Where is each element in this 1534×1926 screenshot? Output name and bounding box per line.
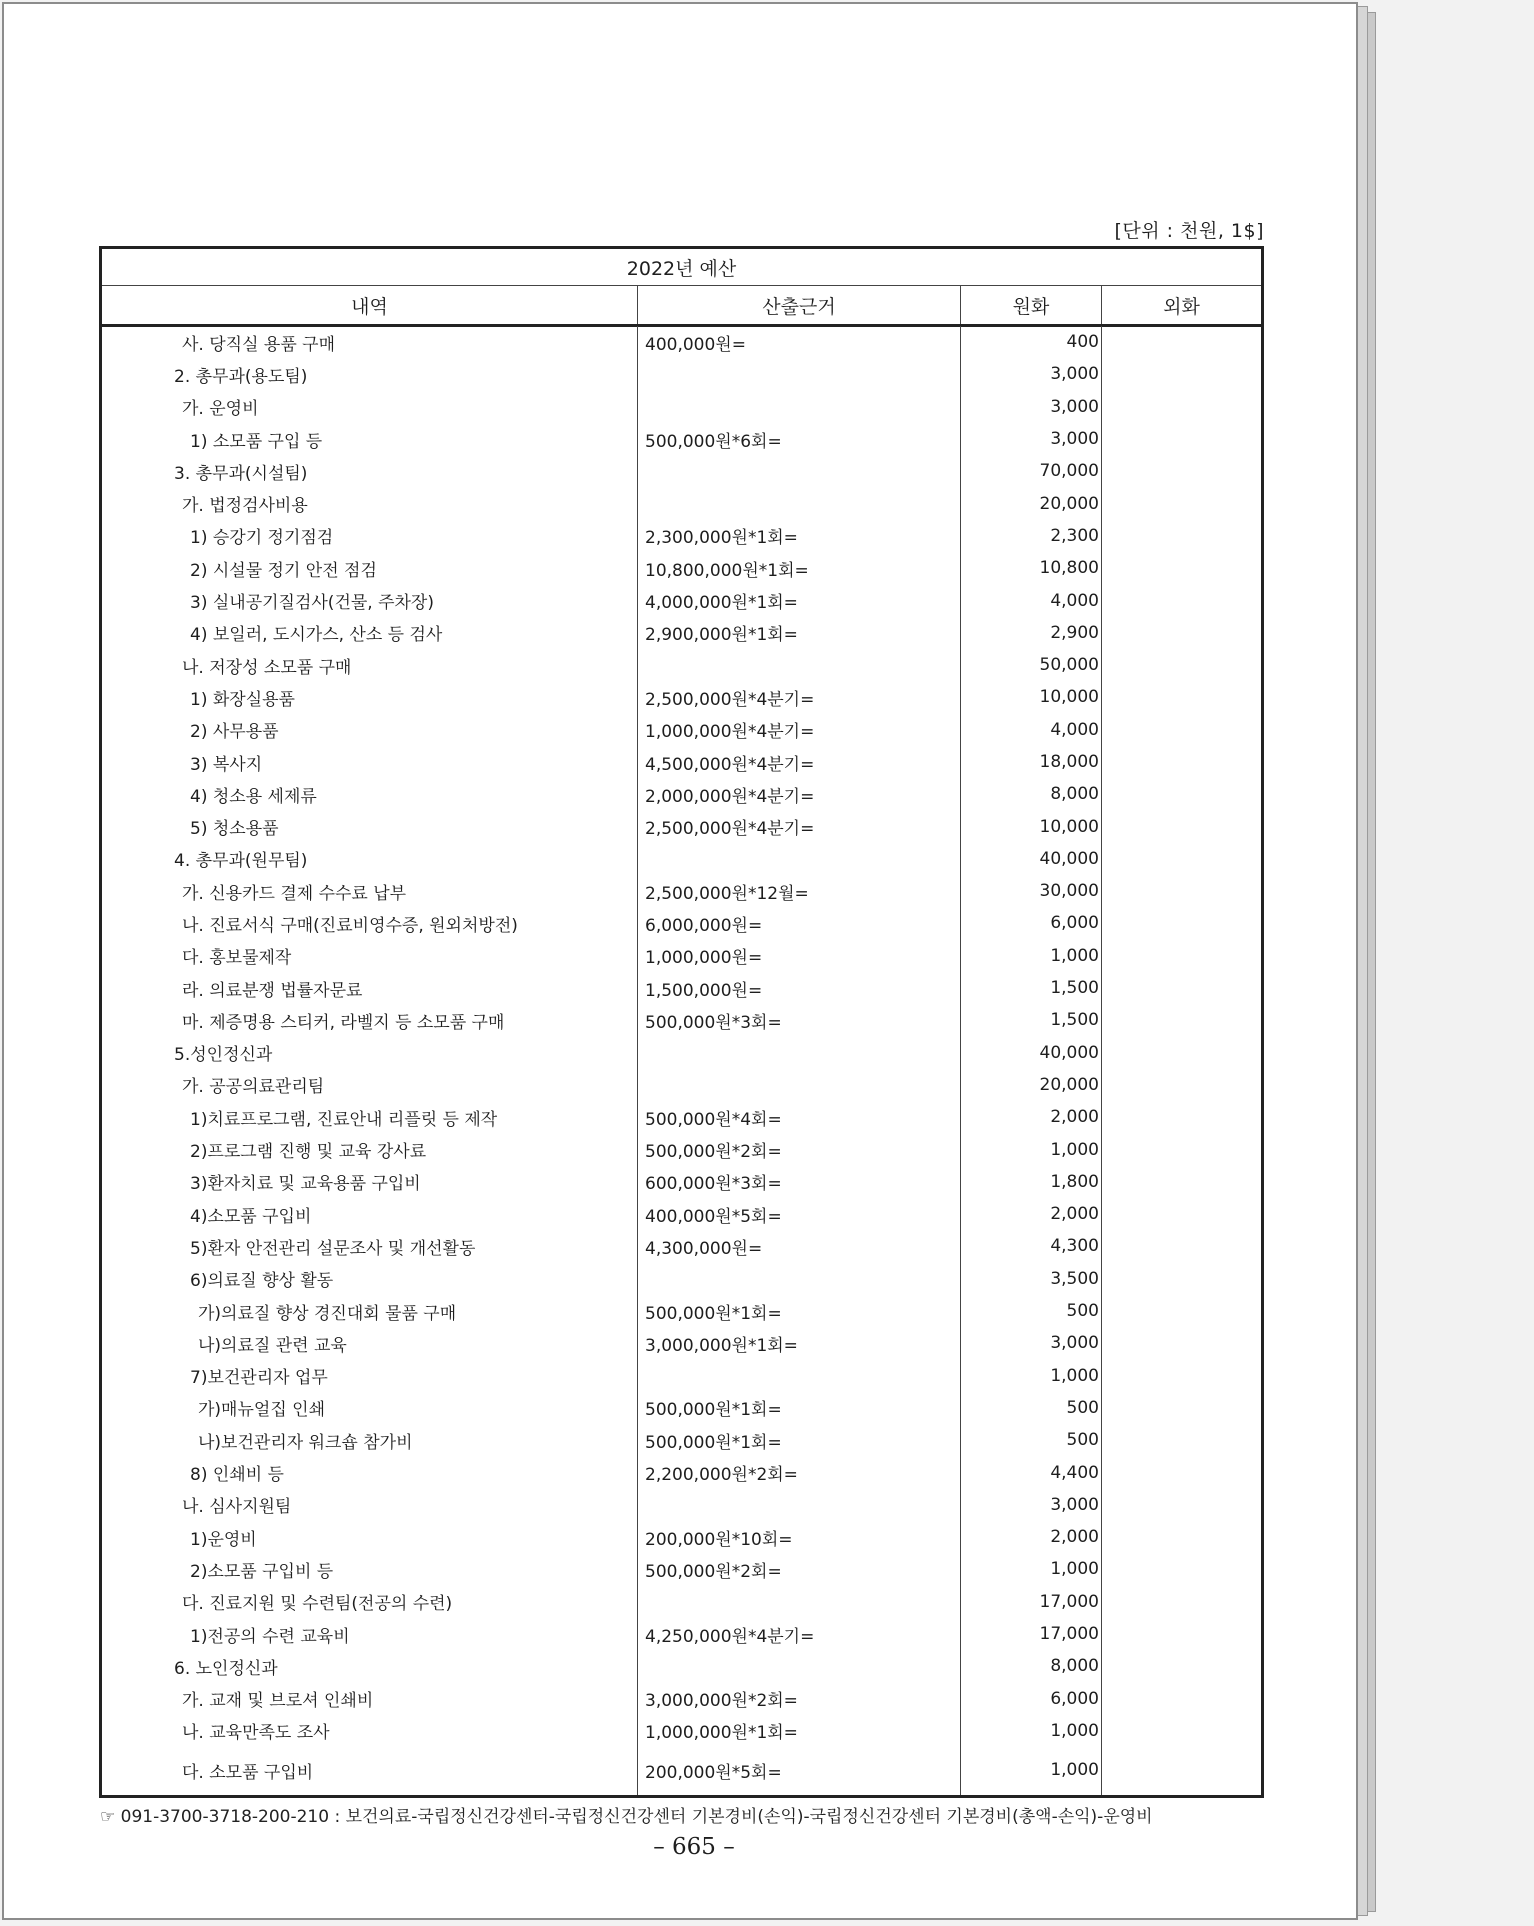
table-caption: 2022년 예산 — [102, 249, 1261, 286]
table-row-basis: 400,000원= — [645, 334, 746, 355]
table-row-item — [102, 1360, 637, 1392]
table-row-basis — [638, 1069, 960, 1101]
table-row-item — [102, 810, 637, 842]
item-label: 사. 당직실 용품 구매 — [182, 334, 335, 355]
item-label: 1)치료프로그램, 진료안내 리플릿 등 제작 — [190, 1109, 498, 1130]
table-row-item — [102, 1198, 637, 1230]
table-row-item — [102, 1101, 637, 1133]
table-row-item — [102, 552, 637, 584]
table-row-foreign — [1102, 843, 1261, 875]
table-row-foreign — [1102, 1392, 1261, 1424]
item-label: 3) 복사지 — [190, 754, 263, 775]
item-label: 4) 청소용 세제류 — [190, 786, 317, 807]
basis-column — [638, 326, 961, 1795]
item-label: 1)전공의 수련 교육비 — [190, 1626, 350, 1647]
table-row-foreign — [1102, 1327, 1261, 1359]
item-label: 2. 총무과(용도팀) — [174, 366, 308, 387]
item-label: 라. 의료분쟁 법률자문료 — [182, 980, 363, 1001]
table-row-krw: 1,800 — [1050, 1171, 1099, 1192]
table-row-item — [102, 1295, 637, 1327]
table-row-foreign — [1102, 1521, 1261, 1553]
table-row-basis: 3,000,000원*2회= — [645, 1691, 798, 1712]
table-row-basis: 1,000,000원*1회= — [645, 1723, 798, 1744]
table-row-krw: 3,000 — [1050, 429, 1099, 450]
item-column — [102, 326, 638, 1795]
table-row-foreign — [1102, 714, 1261, 746]
table-row-basis: 2,500,000원*4분기= — [645, 689, 815, 710]
table-row-foreign — [1102, 1198, 1261, 1230]
item-label: 마. 제증명용 스티커, 라벨지 등 소모품 구매 — [182, 1012, 505, 1033]
table-row-foreign — [1102, 972, 1261, 1004]
table-row-item — [102, 455, 637, 487]
table-row-item — [102, 746, 637, 778]
table-row-krw: 1,000 — [1050, 1365, 1099, 1386]
item-label: 5) 청소용품 — [190, 819, 279, 840]
table-row-krw: 1,500 — [1050, 1010, 1099, 1031]
table-row-foreign — [1102, 1101, 1261, 1133]
table-row-basis — [638, 1489, 960, 1521]
table-row-foreign — [1102, 1263, 1261, 1295]
table-row-basis: 500,000원*6회= — [645, 431, 782, 452]
table-row-foreign — [1102, 1069, 1261, 1101]
table-row-foreign — [1102, 649, 1261, 681]
table-row-basis: 4,500,000원*4분기= — [645, 754, 815, 775]
table-row-foreign — [1102, 1747, 1261, 1793]
table-row-krw: 30,000 — [1039, 881, 1099, 902]
table-row-foreign — [1102, 940, 1261, 972]
table-row-item — [102, 1618, 637, 1650]
table-row-basis: 2,500,000원*12월= — [645, 883, 809, 904]
table-row-foreign — [1102, 584, 1261, 616]
table-row-foreign — [1102, 1133, 1261, 1165]
table-row-basis: 500,000원*2회= — [645, 1561, 782, 1582]
table-row-item — [102, 1586, 637, 1618]
item-label: 4)소모품 구입비 — [190, 1206, 312, 1227]
document-page — [2, 2, 1358, 1920]
table-row-basis: 2,500,000원*4분기= — [645, 819, 815, 840]
table-row-krw: 1,000 — [1050, 1720, 1099, 1741]
table-row-item — [102, 1166, 637, 1198]
table-row-krw: 8,000 — [1050, 1656, 1099, 1677]
table-row-item — [102, 1133, 637, 1165]
table-row-item — [102, 907, 637, 939]
table-row-krw: 3,000 — [1050, 1333, 1099, 1354]
table-row-item — [102, 1747, 637, 1793]
table-row-basis: 1,000,000원*4분기= — [645, 722, 815, 743]
table-row-item — [102, 520, 637, 552]
table-row-krw: 17,000 — [1039, 1591, 1099, 1612]
table-row-basis — [638, 391, 960, 423]
item-label: 5.성인정신과 — [174, 1045, 273, 1066]
table-row-item — [102, 391, 637, 423]
table-row-foreign — [1102, 875, 1261, 907]
table-row-foreign — [1102, 1424, 1261, 1456]
table-row-item — [102, 1263, 637, 1295]
table-row-basis: 3,000,000원*1회= — [645, 1335, 798, 1356]
table-row-foreign — [1102, 617, 1261, 649]
item-label: 6)의료질 향상 활동 — [190, 1271, 334, 1292]
item-label: 3) 실내공기질검사(건물, 주차장) — [190, 593, 434, 614]
item-label: 가. 운영비 — [182, 399, 259, 420]
item-label: 3)환자치료 및 교육용품 구입비 — [190, 1174, 421, 1195]
table-row-foreign — [1102, 358, 1261, 390]
item-label: 6. 노인정신과 — [174, 1658, 278, 1679]
table-row-krw: 10,000 — [1039, 687, 1099, 708]
table-row-item — [102, 1037, 637, 1069]
table-row-krw: 20,000 — [1039, 493, 1099, 514]
table-row-basis: 500,000원*2회= — [645, 1142, 782, 1163]
table-row-item — [102, 875, 637, 907]
table-row-krw: 500 — [1066, 1430, 1099, 1451]
foreign-column — [1102, 326, 1261, 1795]
item-label: 가. 공공의료관리팀 — [182, 1077, 325, 1098]
table-row-item — [102, 1392, 637, 1424]
table-row-foreign — [1102, 1166, 1261, 1198]
item-label: 4. 총무과(원무팀) — [174, 851, 308, 872]
table-row-krw: 70,000 — [1039, 461, 1099, 482]
table-row-foreign — [1102, 1037, 1261, 1069]
header-item: 내역 — [102, 286, 638, 324]
table-row-krw: 6,000 — [1050, 1688, 1099, 1709]
table-row-item — [102, 617, 637, 649]
table-row-item — [102, 1521, 637, 1553]
table-row-basis: 200,000원*10회= — [645, 1529, 793, 1550]
table-row-foreign — [1102, 1682, 1261, 1714]
table-row-krw: 500 — [1066, 1397, 1099, 1418]
table-row-basis: 2,200,000원*2회= — [645, 1465, 798, 1486]
table-row-foreign — [1102, 1586, 1261, 1618]
table-row-item — [102, 972, 637, 1004]
table-row-foreign — [1102, 1230, 1261, 1262]
table-row-basis: 500,000원*3회= — [645, 1012, 782, 1033]
table-row-item — [102, 681, 637, 713]
table-row-krw: 2,000 — [1050, 1527, 1099, 1548]
item-label: 나. 저장성 소모품 구매 — [182, 657, 352, 678]
table-row-item — [102, 649, 637, 681]
table-row-item — [102, 1489, 637, 1521]
item-label: 다. 홍보물제작 — [182, 948, 292, 969]
table-row-krw: 1,500 — [1050, 978, 1099, 999]
header-krw: 원화 — [961, 286, 1102, 324]
table-row-foreign — [1102, 1715, 1261, 1747]
item-label: 나. 교육만족도 조사 — [182, 1723, 330, 1744]
table-row-krw: 4,400 — [1050, 1462, 1099, 1483]
table-row-foreign — [1102, 1618, 1261, 1650]
table-row-krw: 17,000 — [1039, 1624, 1099, 1645]
table-row-basis: 2,000,000원*4분기= — [645, 786, 815, 807]
table-row-krw: 10,000 — [1039, 816, 1099, 837]
table-row-basis: 10,800,000원*1회= — [645, 560, 809, 581]
table-row-krw: 8,000 — [1050, 784, 1099, 805]
table-row-krw: 20,000 — [1039, 1074, 1099, 1095]
table-row-basis — [638, 358, 960, 390]
table-row-item — [102, 1069, 637, 1101]
table-row-basis — [638, 843, 960, 875]
table-row-krw: 1,000 — [1050, 945, 1099, 966]
table-row-basis — [638, 1650, 960, 1682]
table-row-item — [102, 940, 637, 972]
item-label: 다. 진료지원 및 수련팀(전공의 수련) — [182, 1594, 453, 1615]
table-row-foreign — [1102, 810, 1261, 842]
table-row-item — [102, 714, 637, 746]
table-row-krw: 2,900 — [1050, 622, 1099, 643]
table-row-item — [102, 358, 637, 390]
table-header — [102, 286, 1261, 327]
table-row-krw: 18,000 — [1039, 752, 1099, 772]
table-row-krw: 50,000 — [1039, 655, 1099, 676]
table-row-foreign — [1102, 391, 1261, 423]
table-row-krw: 40,000 — [1039, 848, 1099, 869]
table-row-basis: 4,000,000원*1회= — [645, 593, 798, 614]
header-foreign: 외화 — [1163, 295, 1200, 318]
item-label: 2)프로그램 진행 및 교육 강사료 — [190, 1142, 427, 1163]
table-row-basis: 500,000원*4회= — [645, 1109, 782, 1130]
table-row-item — [102, 1553, 637, 1585]
table-row-basis: 500,000원*1회= — [645, 1303, 782, 1324]
table-row-foreign — [1102, 1553, 1261, 1585]
table-row-foreign — [1102, 487, 1261, 519]
table-row-krw: 6,000 — [1050, 913, 1099, 934]
item-label: 3. 총무과(시설팀) — [174, 463, 308, 484]
table-row-foreign — [1102, 907, 1261, 939]
table-row-item — [102, 1004, 637, 1036]
item-label: 1) 화장실용품 — [190, 689, 295, 710]
table-row-krw: 4,300 — [1050, 1236, 1099, 1257]
table-row-foreign — [1102, 520, 1261, 552]
table-row-basis — [638, 649, 960, 681]
table-row-basis: 1,000,000원= — [645, 948, 763, 969]
table-row-foreign — [1102, 455, 1261, 487]
table-row-krw: 3,000 — [1050, 364, 1099, 385]
table-row-foreign — [1102, 423, 1261, 455]
table-row-foreign — [1102, 552, 1261, 584]
account-code-footnote: ☞ 091-3700-3718-200-210 : 보건의료-국립정신건강센터-국립정신건강센터 기본경비(손익)-국립정신건강센터 기본경비(총액-손익)-운영비 — [100, 1807, 1153, 1827]
table-row-krw: 2,300 — [1050, 525, 1099, 546]
table-row-basis — [638, 1263, 960, 1295]
table-row-item — [102, 487, 637, 519]
table-row-item — [102, 1327, 637, 1359]
table-row-basis — [638, 1586, 960, 1618]
table-row-item — [102, 1230, 637, 1262]
table-row-krw: 3,000 — [1050, 396, 1099, 417]
item-label: 7)보건관리자 업무 — [190, 1368, 328, 1389]
table-row-foreign — [1102, 1650, 1261, 1682]
table-row-foreign — [1102, 1360, 1261, 1392]
item-label: 가. 교재 및 브로셔 인쇄비 — [182, 1691, 374, 1712]
item-label: 4) 보일러, 도시가스, 산소 등 검사 — [190, 625, 443, 646]
item-label: 2)소모품 구입비 등 — [190, 1561, 334, 1582]
table-row-foreign — [1102, 1004, 1261, 1036]
table-row-basis — [638, 455, 960, 487]
table-row-krw: 2,000 — [1050, 1204, 1099, 1225]
page-number: – 665 – — [653, 1834, 735, 1860]
table-row-basis: 4,250,000원*4분기= — [645, 1626, 815, 1647]
table-row-item — [102, 584, 637, 616]
table-row-foreign — [1102, 1489, 1261, 1521]
item-label: 2) 사무용품 — [190, 722, 279, 743]
item-label: 5)환자 안전관리 설문조사 및 개선활동 — [190, 1238, 476, 1259]
item-label: 나. 진료서식 구매(진료비영수증, 원외처방전) — [182, 915, 518, 936]
unit-note: [단위 : 천원, 1$] — [1114, 220, 1264, 242]
table-row-basis — [638, 1360, 960, 1392]
table-row-krw: 40,000 — [1039, 1042, 1099, 1063]
table-row-krw: 4,000 — [1050, 590, 1099, 611]
table-row-krw: 1,000 — [1050, 1760, 1099, 1781]
table-row-basis: 2,300,000원*1회= — [645, 528, 798, 549]
table-row-item — [102, 1424, 637, 1456]
table-row-basis: 600,000원*3회= — [645, 1174, 782, 1195]
item-label: 가)매뉴얼집 인쇄 — [198, 1400, 325, 1421]
item-label: 나)보건관리자 워크숍 참가비 — [198, 1432, 413, 1453]
item-label: 2) 시설물 정기 안전 점검 — [190, 560, 377, 581]
table-row-foreign — [1102, 1456, 1261, 1488]
table-row-foreign — [1102, 1295, 1261, 1327]
table-row-krw: 1,000 — [1050, 1139, 1099, 1160]
table-row-basis: 500,000원*1회= — [645, 1400, 782, 1421]
table-row-krw: 10,800 — [1039, 558, 1099, 579]
table-row-krw: 3,000 — [1050, 1494, 1099, 1515]
table-row-basis: 500,000원*1회= — [645, 1432, 782, 1453]
header-basis: 산출근거 — [638, 286, 961, 324]
item-label: 1) 승강기 정기점검 — [190, 528, 334, 549]
table-row-krw: 500 — [1066, 1301, 1099, 1322]
table-row-item — [102, 1682, 637, 1714]
table-row-basis — [638, 487, 960, 519]
table-row-item — [102, 1650, 637, 1682]
budget-table — [99, 246, 1264, 1798]
table-row-foreign — [1102, 326, 1261, 358]
table-row-basis: 400,000원*5회= — [645, 1206, 782, 1227]
table-row-basis: 1,500,000원= — [645, 980, 763, 1001]
table-row-item — [102, 1715, 637, 1747]
table-row-basis: 2,900,000원*1회= — [645, 625, 798, 646]
table-row-foreign — [1102, 778, 1261, 810]
table-row-item — [102, 843, 637, 875]
item-label: 1) 소모품 구입 등 — [190, 431, 323, 452]
item-label: 8) 인쇄비 등 — [190, 1465, 284, 1486]
table-row-foreign — [1102, 746, 1261, 778]
item-label: 나)의료질 관련 교육 — [198, 1335, 347, 1356]
table-row-basis — [638, 1037, 960, 1069]
item-label: 나. 심사지원팀 — [182, 1497, 292, 1518]
table-row-item — [102, 326, 637, 358]
table-row-item — [102, 1456, 637, 1488]
item-label: 가. 신용카드 결제 수수료 납부 — [182, 883, 407, 904]
table-row-krw: 3,500 — [1050, 1268, 1099, 1289]
table-row-krw: 2,000 — [1050, 1107, 1099, 1128]
table-row-item — [102, 423, 637, 455]
table-row-basis: 200,000원*5회= — [645, 1762, 782, 1783]
table-row-krw: 4,000 — [1050, 719, 1099, 740]
table-body — [102, 326, 1261, 1795]
table-row-basis: 6,000,000원= — [645, 915, 763, 936]
table-row-krw: 1,000 — [1050, 1559, 1099, 1580]
item-label: 다. 소모품 구입비 — [182, 1762, 314, 1783]
table-row-krw: 400 — [1066, 332, 1099, 353]
item-label: 1)운영비 — [190, 1529, 257, 1550]
item-label: 가)의료질 향상 경진대회 물품 구매 — [198, 1303, 457, 1324]
table-row-basis: 4,300,000원= — [645, 1238, 763, 1259]
table-row-item — [102, 778, 637, 810]
table-row-foreign — [1102, 681, 1261, 713]
item-label: 가. 법정검사비용 — [182, 496, 308, 517]
krw-column — [961, 326, 1102, 1795]
